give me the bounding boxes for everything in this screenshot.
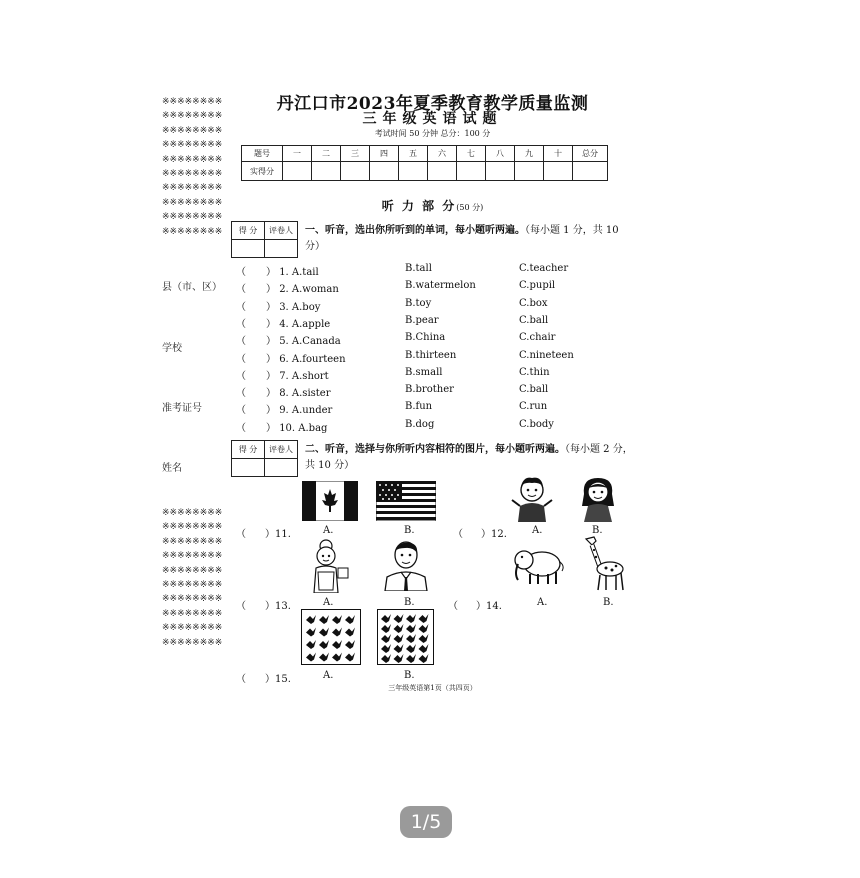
grader-name-cell: [265, 240, 298, 258]
q13-option-b: B.: [404, 597, 415, 608]
exam-id-label: 准考证号: [162, 403, 202, 414]
q14-number: ）14.: [476, 601, 502, 612]
score-cell: [486, 162, 515, 181]
sidebar-stars-bottom: ※※※※※※※※ ※※※※※※※※ ※※※※※※※※ ※※※※※※※※ ※※※※※※※※ ※※※※※※※※ ※※※※※※※※ ※※※※※※※※ ※※※※※※※※ ※※※※※※※※: [162, 508, 223, 648]
section1-instruction-text: 一、听音，选出你所听到的单词，每小题听两遍。: [305, 225, 525, 236]
option-c: C.ball: [519, 314, 549, 326]
score-header-cell: 六: [428, 146, 457, 162]
birds-group-a-icon: [301, 609, 361, 665]
score-cell: [544, 162, 573, 181]
score-cell: [515, 162, 544, 181]
q11-paren: （: [236, 529, 246, 540]
option-b: B.fun: [405, 401, 433, 413]
q14-paren: （: [448, 601, 458, 612]
score-header-cell: 十: [544, 146, 573, 162]
option-a: [266, 315, 330, 330]
q11-option-a: A.: [323, 525, 334, 536]
option-a-text: 2. A.woman: [279, 284, 339, 296]
option-b: B.China: [405, 332, 446, 344]
option-c: C.body: [519, 418, 554, 430]
score-cell: [573, 162, 608, 181]
answer-paren-close: ）: [266, 318, 280, 330]
usa-flag-icon: [376, 481, 436, 521]
name-label: 姓名: [162, 463, 182, 474]
canada-flag-icon: [302, 481, 358, 521]
option-c: C.nineteen: [519, 349, 574, 361]
q12-option-a: A.: [532, 525, 543, 536]
q13-number: ）13.: [265, 601, 291, 612]
option-a: [266, 401, 332, 416]
answer-paren: （: [236, 318, 246, 330]
option-c: C.teacher: [519, 263, 569, 274]
score-cell: [341, 162, 370, 181]
listening-heading: [240, 197, 625, 214]
answer-paren-close: ）: [266, 388, 280, 400]
score-cell: [399, 162, 428, 181]
score-table: [241, 145, 608, 181]
listening-heading-points: (50 分): [456, 203, 484, 212]
score-header-cell: 三: [341, 146, 370, 162]
q12-paren: （: [453, 529, 463, 540]
option-a-text: 4. A.apple: [279, 318, 331, 330]
score-header-cell: 七: [457, 146, 486, 162]
answer-paren: （: [236, 422, 246, 434]
option-b: B.pear: [405, 314, 439, 326]
q15-paren: （: [236, 674, 246, 685]
option-c: C.pupil: [519, 280, 556, 292]
page-footer: 三年级英语第1页（共四页）: [388, 684, 477, 692]
answer-paren-close: ）: [266, 284, 280, 296]
school-label: 学校: [162, 343, 182, 354]
q13-option-a: A.: [323, 597, 334, 608]
q14-option-b: B.: [603, 597, 614, 608]
score-cell: [312, 162, 341, 181]
answer-paren: （: [236, 388, 246, 400]
option-a: [266, 350, 346, 365]
q15-option-b: B.: [404, 670, 415, 681]
option-a: [266, 367, 329, 382]
answer-paren-close: ）: [266, 301, 280, 313]
grader-score-label: 得 分: [232, 222, 265, 240]
answer-paren: （: [236, 370, 246, 382]
score-cell: [283, 162, 312, 181]
option-a-text: 5. A.Canada: [279, 336, 341, 348]
score-cell: [428, 162, 457, 181]
listening-heading-text: 听 力 部 分: [381, 199, 457, 213]
option-a-text: 6. A.fourteen: [279, 353, 346, 365]
option-a-text: 10. A.bag: [279, 422, 328, 434]
q15-option-a: A.: [323, 670, 334, 681]
answer-paren-close: ）: [266, 267, 280, 278]
answer-paren: （: [236, 353, 246, 365]
option-a: [266, 298, 320, 313]
man-icon: [383, 539, 429, 591]
q15-number: ）15.: [265, 674, 291, 685]
q11-option-b: B.: [404, 525, 415, 536]
answer-paren: （: [236, 284, 246, 296]
score-header-cell: 总分: [573, 146, 608, 162]
answer-paren-close: ）: [266, 353, 280, 365]
answer-paren: （: [236, 405, 246, 417]
score-header-cell: 五: [399, 146, 428, 162]
score-header-cell: 八: [486, 146, 515, 162]
grader-box-1: [231, 221, 298, 258]
score-header-cell: 题号: [242, 146, 283, 162]
option-b: B.brother: [405, 384, 454, 396]
answer-paren-close: ）: [266, 422, 280, 434]
option-b: B.tall: [405, 263, 432, 274]
option-a: [266, 263, 319, 278]
exam-meta: 考试时间 50 分钟 总分：100 分: [374, 129, 491, 138]
boy-icon: [510, 474, 554, 522]
option-b: B.thirteen: [405, 349, 457, 361]
score-header-cell: 二: [312, 146, 341, 162]
answer-paren-close: ）: [266, 336, 280, 348]
grandma-icon: [306, 538, 352, 593]
answer-paren-close: ）: [266, 370, 280, 382]
option-b: B.watermelon: [405, 280, 476, 292]
score-row-label: 实得分: [242, 162, 283, 181]
option-a-text: 8. A.sister: [279, 388, 331, 400]
option-c: C.run: [519, 401, 548, 413]
county-label: 县（市、区）: [162, 282, 222, 293]
option-b: B.toy: [405, 297, 432, 309]
page-indicator[interactable]: 1/5: [400, 806, 452, 838]
q13-paren: （: [236, 601, 246, 612]
answer-paren: （: [236, 336, 246, 348]
sidebar-stars-top: ※※※※※※※※ ※※※※※※※※ ※※※※※※※※ ※※※※※※※※ ※※※※※※※※ ※※※※※※※※ ※※※※※※※※ ※※※※※※※※ ※※※※※※※※ ※※※※※※※※: [162, 97, 223, 237]
q11-number: ）11.: [265, 529, 291, 540]
option-a: [266, 419, 327, 434]
grader-box-2: [231, 440, 298, 477]
option-a: [266, 332, 341, 347]
section1-note: （每小题 1 分，共 10 分）: [305, 225, 619, 252]
score-header-cell: 九: [515, 146, 544, 162]
section2-note: （每小题 2 分，共 10 分）: [305, 444, 633, 471]
section2-instruction-text: 二、听音，选择与你所听内容相符的图片，每小题听两遍。: [305, 444, 565, 455]
grader-name-label: 评卷人: [265, 222, 298, 240]
option-c: C.box: [519, 297, 548, 309]
option-b: B.dog: [405, 418, 435, 430]
option-a-text: 9. A.under: [279, 405, 333, 417]
birds-group-b-icon: [377, 609, 434, 665]
score-cell: [370, 162, 399, 181]
option-b: B.small: [405, 366, 443, 378]
score-header-cell: 四: [370, 146, 399, 162]
answer-paren: （: [236, 301, 246, 313]
option-a-text: 3. A.boy: [279, 301, 321, 313]
option-a-text: 1. A.tail: [279, 267, 319, 278]
grader-score-label: 得 分: [232, 441, 265, 459]
option-a-text: 7. A.short: [279, 370, 329, 382]
q14-option-a: A.: [537, 597, 548, 608]
elephant-icon: [512, 544, 566, 586]
exam-subtitle: 三年级英语试题: [362, 111, 503, 127]
section1-instruction: [305, 223, 635, 255]
grader-name-label: 评卷人: [265, 441, 298, 459]
option-a: [266, 280, 339, 295]
grader-score-cell: [232, 459, 265, 477]
option-c: C.ball: [519, 384, 549, 396]
option-c: C.thin: [519, 366, 550, 378]
section2-instruction: [305, 442, 635, 474]
score-cell: [457, 162, 486, 181]
option-a: [266, 384, 331, 399]
exam-title: 丹江口市2023年夏季教育教学质量监测: [276, 94, 589, 114]
q12-number: ）12.: [481, 529, 507, 540]
girl-icon: [576, 474, 620, 522]
answer-paren-close: ）: [266, 405, 280, 417]
option-c: C.chair: [519, 332, 556, 344]
score-header-cell: 一: [283, 146, 312, 162]
grader-name-cell: [265, 459, 298, 477]
q12-option-b: B.: [592, 525, 603, 536]
answer-paren: （: [236, 267, 246, 278]
grader-score-cell: [232, 240, 265, 258]
giraffe-icon: [578, 535, 628, 591]
